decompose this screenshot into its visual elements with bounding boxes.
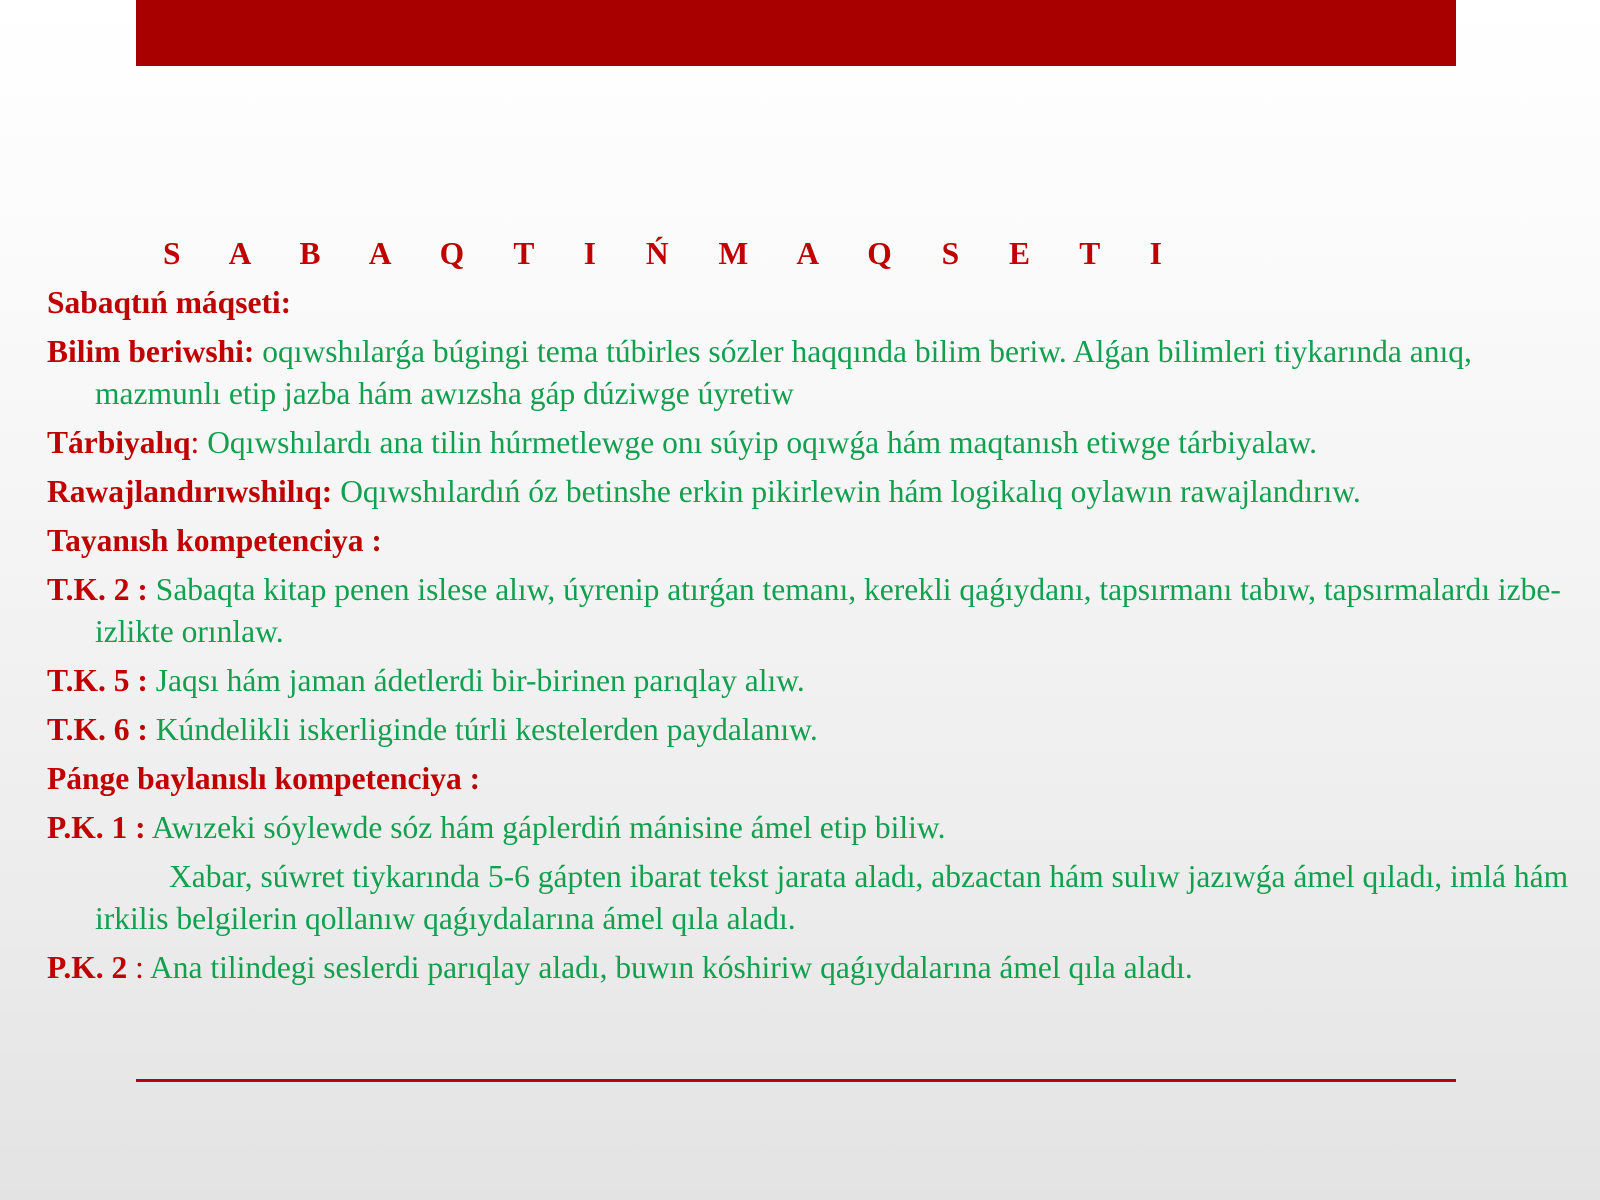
paragraph-text: Awızeki sóylewde sóz hám gáplerdiń mánisine ámel etip biliw. [145,810,946,845]
top-accent-bar [136,0,1456,66]
subject-competency-2 [47,947,1600,989]
upbringing-goal [47,422,1600,464]
paragraph-text: Oqıwshılardı ana tilin húrmetlewge onı súyip oqıwǵa hám maqtanısh etiwge tárbiyalaw. [199,425,1318,460]
paragraph-label: T.K. 2 : [47,572,148,607]
paragraph-label: Rawajlandırıwshilıq: [47,474,333,509]
paragraph-label: P.K. 2 [47,950,128,985]
paragraph-label: T.K. 6 : [47,712,148,747]
slide-heading: S A B A Q T I Ń M A Q S E T I [163,236,1171,271]
paragraph-text: Kúndelikli iskerliginde túrli kestelerden paydalanıw. [147,712,818,747]
subject-competency-title [47,758,1600,800]
paragraph-text: Sabaqta kitap penen islese alıw, úyrenip atırǵan temanı, kerekli qaǵıydanı, tapsırmanı tabıw, tapsırmalardı izbe-izlikte orınlaw. [95,572,1561,649]
paragraph-label: Bilim beriwshi: [47,334,255,369]
paragraph-label-suffix: : [190,425,200,460]
paragraph-label: Tayanısh kompetenciya : [47,523,382,558]
paragraph-text: Xabar, súwret tiykarında 5-6 gápten ibarat tekst jarata aladı, abzactan hám sulıw jazıwǵa ámel qıladı, imlá hám irkilis belgilerin qollanıw qaǵıydalarına ámel qıla aladı. [95,859,1569,936]
educational-goal [47,331,1600,415]
paragraph-label: Tárbiyalıq [47,425,191,460]
paragraph-label: Pánge baylanıslı kompetenciya : [47,761,481,796]
paragraph-label: T.K. 5 : [47,663,148,698]
core-competency-title [47,520,1600,562]
paragraph-text: Ana tilindegi seslerdi parıqlay aladı, buwın kóshiriw qaǵıydalarına ámel qıla aladı. [143,950,1193,985]
paragraph-text: Oqıwshılardıń óz betinshe erkin pikirlewin hám logikalıq oylawın rawajlandırıw. [332,474,1361,509]
core-competency-6 [47,709,1600,751]
core-competency-2 [47,569,1600,653]
slide-content [47,233,1600,996]
paragraph-text: Jaqsı hám jaman ádetlerdi bir-birinen parıqlay alıw. [147,663,805,698]
subject-competency-1 [47,807,1600,849]
paragraph-label: Sabaqtıń máqseti: [47,285,292,320]
core-competency-5 [47,660,1600,702]
subject-competency-1-continued [47,856,1600,940]
bottom-divider [136,1079,1456,1082]
paragraph-text: oqıwshılarǵa búgingi tema túbirles sózler haqqında bilim beriw. Alǵan bilimleri tiykarında anıq, mazmunlı etip jazba hám awızsha gáp dúziwge úyretiw [95,334,1472,411]
paragraph-label: P.K. 1 : [47,810,146,845]
paragraph-label-suffix: : [127,950,144,985]
development-goal [47,471,1600,513]
objectives-title [47,282,1600,324]
